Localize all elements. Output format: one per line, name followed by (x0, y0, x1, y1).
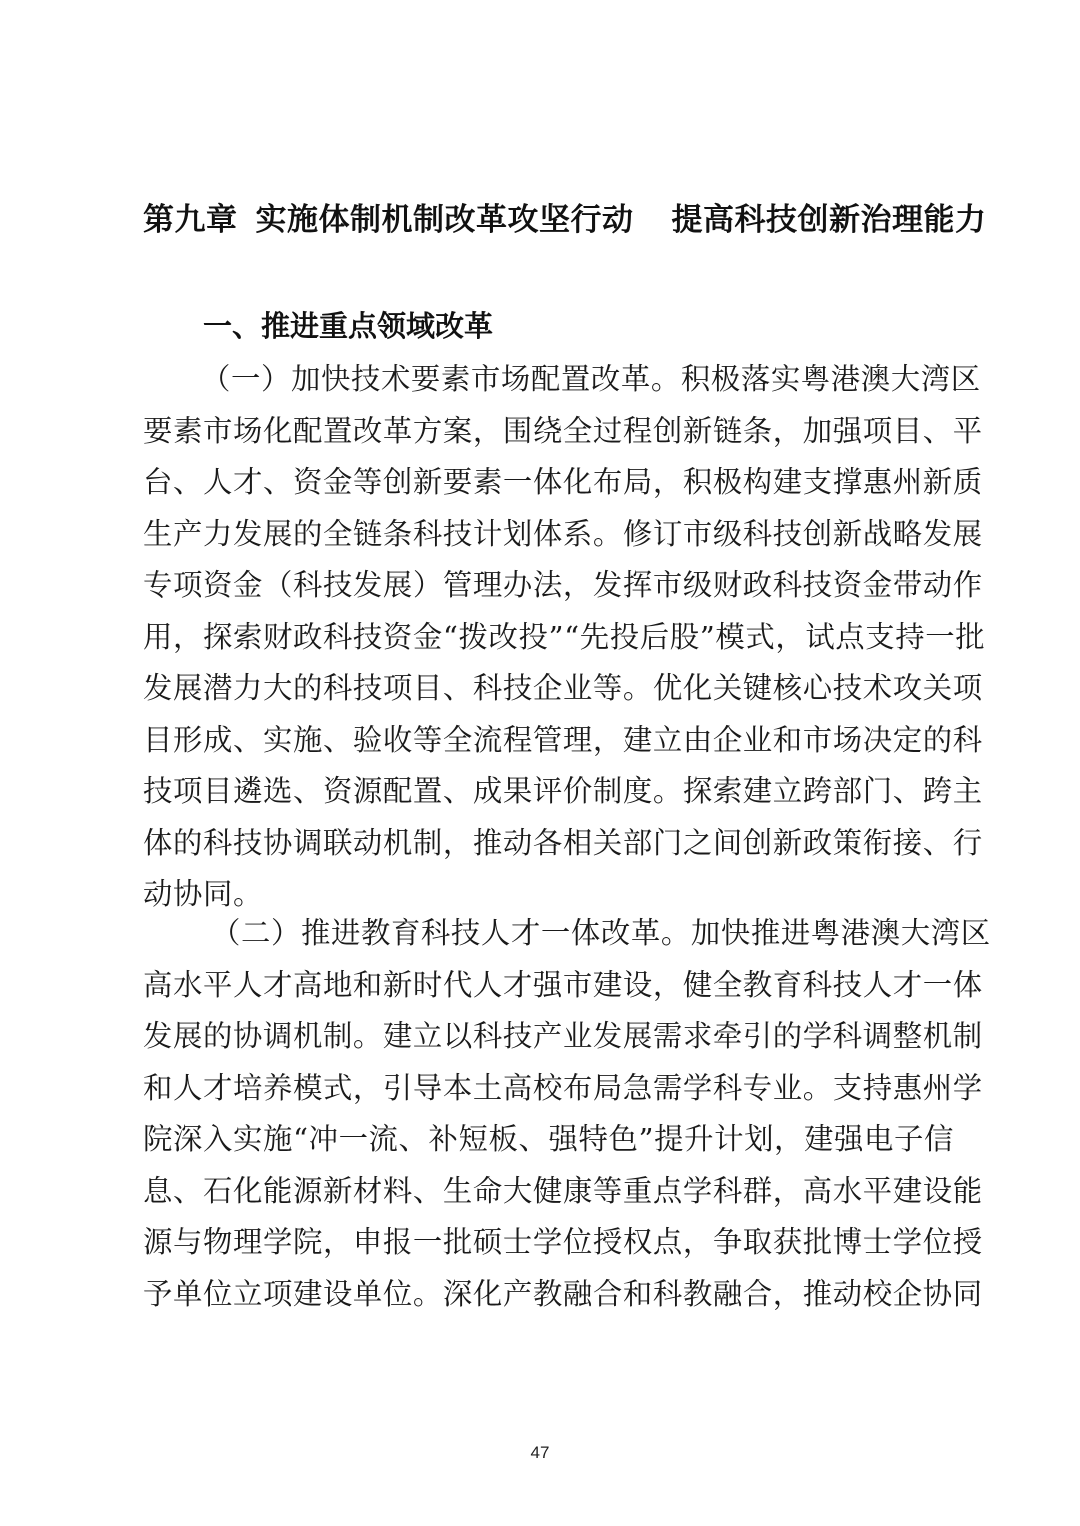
paragraph-2 (143, 908, 991, 1320)
paragraph-line: 院深入实施“冲一流、补短板、强特色”提升计划，建强电子信 (143, 1122, 955, 1156)
paragraph-line: （二）推进教育科技人才一体改革。加快推进粤港澳大湾区 (211, 916, 991, 950)
chapter-label: 第九章 (143, 202, 238, 238)
paragraph-line: 发展的协调机制。建立以科技产业发展需求牵引的学科调整机制 (143, 1019, 983, 1053)
paragraph-line: 发展潜力大的科技项目、科技企业等。优化关键核心技术攻关项 (143, 671, 983, 705)
chapter-title (143, 194, 987, 246)
paragraph-line: 台、人才、资金等创新要素一体化布局，积极构建支撑惠州新质 (143, 465, 983, 499)
paragraph-line: 高水平人才高地和新时代人才强市建设，健全教育科技人才一体 (143, 967, 983, 1002)
paragraph-line: 和人才培养模式，引导本土高校布局急需学科专业。支持惠州学 (143, 1070, 983, 1105)
section-heading: 一、推进重点领域改革 (203, 309, 494, 343)
paragraph-line: 技项目遴选、资源配置、成果评价制度。探索建立跨部门、跨主 (143, 774, 983, 808)
paragraph-1 (143, 354, 986, 921)
paragraph-line: 生产力发展的全链条科技计划体系。修订市级科技创新战略发展 (143, 516, 983, 551)
paragraph-line: 动协同。 (143, 877, 263, 911)
chapter-title-part1: 实施体制机制改革攻坚行动 (255, 202, 634, 238)
paragraph-line: （一）加快技术要素市场配置改革。积极落实粤港澳大湾区 (201, 362, 981, 396)
page-number: 47 (530, 1443, 550, 1462)
paragraph-line: 予单位立项建设单位。深化产教融合和科教融合，推动校企协同 (143, 1276, 983, 1311)
paragraph-line: 目形成、实施、验收等全流程管理，建立由企业和市场决定的科 (143, 722, 983, 757)
paragraph-line: 要素市场化配置改革方案，围绕全过程创新链条，加强项目、平 (143, 413, 983, 448)
paragraph-line: 体的科技协调联动机制，推动各相关部门之间创新政策衔接、行 (143, 825, 983, 860)
paragraph-line: 息、石化能源新材料、生命大健康等重点学科群，高水平建设能 (143, 1173, 983, 1208)
paragraph-line: 源与物理学院，申报一批硕士学位授权点，争取获批博士学位授 (143, 1225, 983, 1259)
paragraph-line: 用，探索财政科技资金“拨改投”“先投后股”模式，试点支持一批 (143, 619, 986, 654)
paragraph-line: 专项资金（科技发展）管理办法，发挥市级财政科技资金带动作 (143, 568, 983, 602)
chapter-title-part2: 提高科技创新治理能力 (671, 202, 987, 238)
